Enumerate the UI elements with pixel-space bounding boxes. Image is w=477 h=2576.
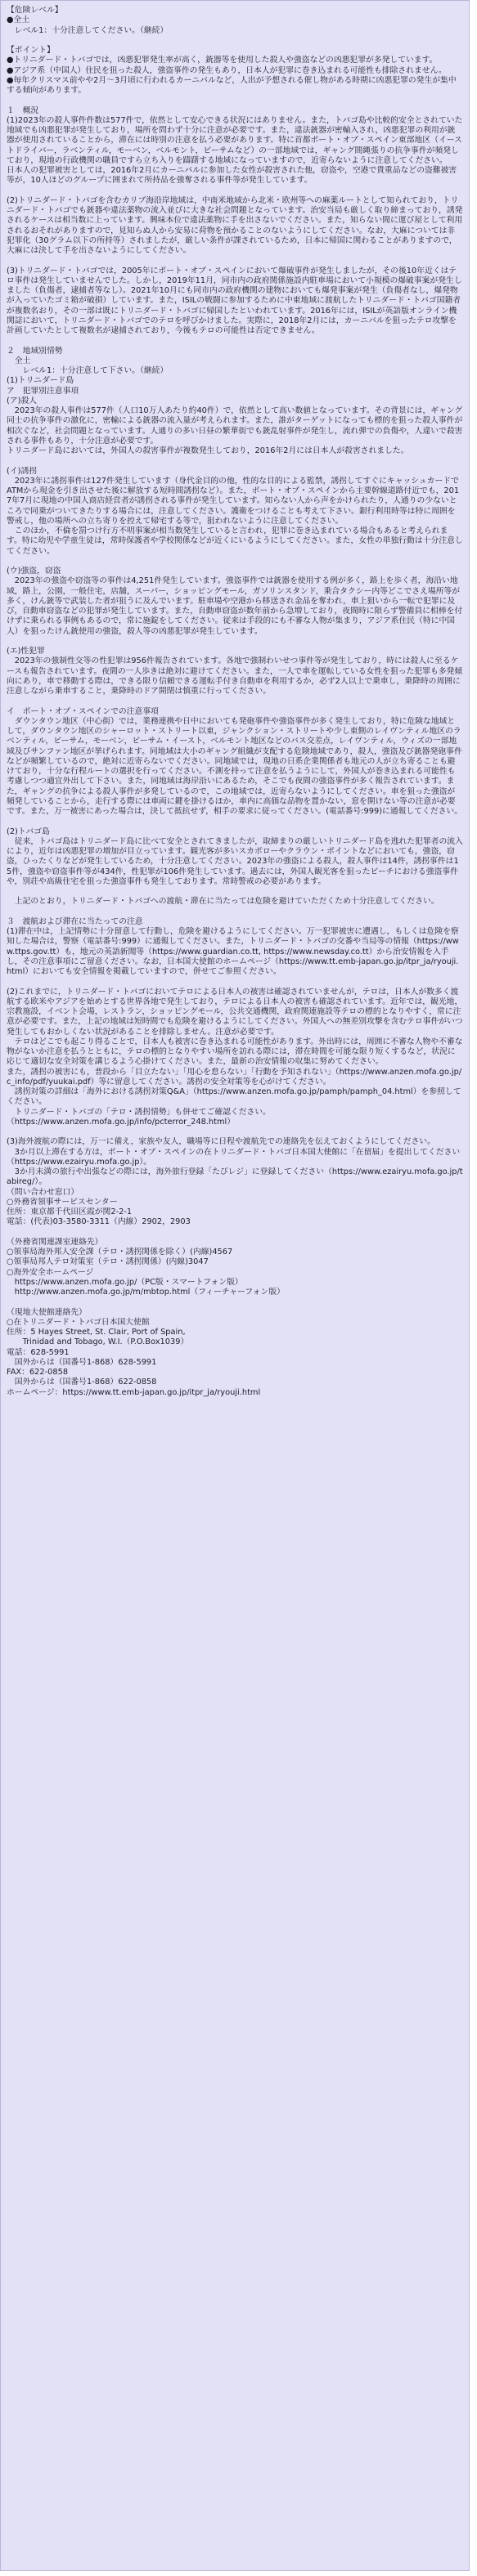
text-line: 2023年の殺人事件は577件（人口10万人あたり約40件）で，依然として高い数値となっています。その背景には，ギャング同士の抗争事件の激化に，密輸による銃器の流入量が考えられます。また，誰がターゲットになっても標的を狙った殺人事件が相次ぐなど，社会問題となっています。人通りの多い日昼の繁華街でも銃乱射事件が発生し，流れ弾での負傷や，人違いで殺害される事件もあり，十分注意が必要です。 xyxy=(7,406,463,446)
text-line: レベル1：十分注意してください。（継続） xyxy=(7,25,169,35)
text-line: 誘拐対策の詳細は「海外における誘拐対策Q&A」（https://www.anzen.mofa.go.jp/pamph/pamph_04.html）を参照してください。 xyxy=(7,1087,461,1107)
text-line: ○領事局邦人テロ対策室（テロ・誘拐関係）(内線)3047 xyxy=(7,1257,209,1267)
text-line: (ウ)強盗，窃盗 xyxy=(7,567,61,576)
text-line: （https://www.anzen.mofa.go.jp/info/pcterror_248.html） xyxy=(7,1117,236,1127)
blank-line xyxy=(7,1297,463,1307)
section-area-info xyxy=(7,347,463,917)
text-line: ２ 地域別情勢 xyxy=(7,346,63,356)
blank-line xyxy=(7,697,463,706)
text-line: ○在トリニダード・トバゴ日本国大使館 xyxy=(7,1317,150,1327)
text-line: (ア)殺人 xyxy=(7,396,38,405)
text-line: 国外からは（国番号1-868）622-0858 xyxy=(7,1378,157,1387)
text-line: (2)トバゴ島 xyxy=(7,827,50,836)
text-line: 国外からは（国番号1-868）628-5991 xyxy=(7,1357,157,1367)
section-points xyxy=(7,46,463,106)
text-line: (1)トリニダード島 xyxy=(7,376,74,386)
text-line: また，誘拐の被害にも，普段から「目立たない」「用心を怠らない」「行動を予知されない」（https://www.anzen.mofa.go.jp/c_info/pdf/yuukai.pdf）等に留意してください。誘拐の安全対策等を心がけてください。 xyxy=(7,1067,462,1086)
blank-line xyxy=(7,977,463,987)
text-line: ホームページ：https://www.tt.emb-japan.go.jp/itpr_ja/ryouji.html xyxy=(7,1387,261,1397)
blank-line xyxy=(7,456,463,466)
text-line: 2023年の強制性交等の性犯罪は956件報告されています。各地で強制わいせつ事件等が発生しており，時には殺人に至るケースも報告されています。夜間の一人歩きは絶対に避けてください。また，一人で車を運転している女性を狙った犯罪も多発傾向にあり，車で移動する際は，できる限り信頼できる運転手付き自動車を利用するか，必ず2人以上で乗車し，乗降時の周囲に注意しながら乗車すること，乗降時のドア開閉は慎重に行ってください。 xyxy=(7,656,463,696)
text-line: トリニダード・トバゴの「テロ・誘拐情勢」も併せてご確認ください。 xyxy=(7,1107,271,1117)
text-line: 住所：5 Hayes Street, St. Clair, Port of Spain, xyxy=(7,1328,186,1337)
text-line: (1)2023年の殺人事件件数は577件で，依然として安心できる状況にはありません。また，トバゴ島や比較的安全とされていた地域でも凶悪犯罪が発生しており，場所を問わず十分に注意が必要です。また，違法銃器が密輸入され，凶悪犯罪の利用が銃器が使用されていることから，滞在には時別の注意を払う必要があります。特に首都ポート・オブ・スペイン東部地区（イーストドライバー，ラベンティル，モーベン，ベルモント，ビーサムなど）の一部地域では，ギャング間縄張りの抗争事件が頻発しており，現地の行政機関の職員ですら立ち入りを躊躇する地域になっていますので，近寄らないように注意してください。 xyxy=(7,115,463,165)
section-embassy xyxy=(7,1308,463,1398)
text-line: 【ポイント】 xyxy=(7,46,55,55)
text-line: 2023年に誘拐事件は127件発生しています（身代金目的の他，性的な目的による監禁，誘拐してすぐにキャッシュカードでATMから現金を引き出させた後に解放する短時間誘拐など）。また，ポート・オブ・スペインから主要幹線道路付近でも，2017年7月に現地の中国人商店経営者が誘拐される事件が発生しています。知らない人から声をかけられたり，人通りの少ないところで同乗がついてきたりする場合には，注意してください。護衛をつけることも考えて下さい。銀行利用時等は特に周囲を警戒し，他の場所への立ち寄りを控えて帰宅する等で，狙われないように注意してください。 xyxy=(7,476,460,526)
text-line: ダウンタウン地区（中心街）では，業務連携や日中においても発砲事件や強盗事件が多く発生しており，特に危険な地域として，ダウンタウン地区のシャーロット・ストリート以東，ジャンクション・ストリートや少し東側のレイヴンティル地区のラベンティル，ビーサム，モーベン，ビーサム・イースト，ベルモント地区などのバス交差点，レイヴンティル，ウィズの一部地域及びサンファン地区が挙げられます。同地域は大小のギャング組織が支配する危険地域であり，殺人，強盗及び銃器発砲事件などが頻繁しているので，絶対に近寄らないでください。同地域では，現地の日系企業関係者も地元の人が立ち寄ることも避けており，十分な行程ルートの選択を行ってください。不測を持って注意を払うようにして，外国人が巻き込まれる可能性も考慮しつつ適宜外出して下さい。また，同地域は海岸沿いにあるため，そこでも夜間の強盗事件が多く報告されています。また，ギャングの抗争による殺人事件が多発しているので，この地域では，近寄らないようにしてください。車を狙った強盗が頻発していることから，走行する際には車両に鍵を掛けるほか，車内に高価な品物を置かない，窓を開けない等の注意が必要です。また，万一被害にあった場合は，決して抵抗せず，相手の要求に従ってください。(電話番号:999)に通報してください。 xyxy=(7,716,463,816)
blank-line xyxy=(7,817,463,827)
text-line: ア 犯罪別注意事項 xyxy=(7,386,79,396)
text-line: テロはどこでも起こり得ることで，日本人も被害に巻き込まれる可能性があります。外出時には，周囲に不審な人物や不審な物がないか注意を払うとともに，テロの標的となりやすい場所を訪れる際には，滞在時間を可能な限り短くするなど，状況に応じて適切な安全対策を講じるよう心掛けてください。また，最新の治安情報の収集に努めてください。 xyxy=(7,1037,463,1067)
blank-line xyxy=(7,96,463,105)
blank-line xyxy=(7,887,463,897)
section-precautions xyxy=(7,917,463,1308)
section-overview xyxy=(7,106,463,347)
text-line: ●アジア系（中国人）住民を狙った殺人，強盗事件の発生もあり，日本人が犯罪に巻き込まれる可能性も排除されません。 xyxy=(7,65,447,75)
section-risk-level xyxy=(7,6,463,46)
text-line: イ ポート・オブ・スペインでの注意事項 xyxy=(7,706,159,716)
text-line: 【危険レベル】 xyxy=(7,6,63,15)
text-line: 従来，トバゴ島はトリニダード島に比べて安全とされてきましたが，取締まりの厳しいトリニダード島を逃れた犯罪者の流入により，近年は凶悪犯罪の増加が目立っています。観光客が多いスカボローやクラウン・ポイントなどにおいても，強盗，窃盗，ひったくりなどが発生しているため，十分注意してください。2023年の強盗による殺人，殺人事件は14件，誘拐事件は15件，強盗や窃盗事件等が434件，性犯罪が106件発生しています。過去には，外国人観光客を狙ったビーチにおける強盗事件や，別荘や高級住宅を狙った強盗事件も発生しております。常時警戒の必要があります。 xyxy=(7,836,463,886)
text-line: (2)これまでに，トリニダード・トバゴにおいてテロによる日本人の被害は確認されていませんが，テロは，日本人が数多く渡航する欧米やアジアを始めとする世界各地で発生しており，テロによる日本人の被害も確認されています。近年では，観光地，宗教施設，イベント会場，レストラン，ショッピングモール，公共交通機関，政府関連施設等テロの標的となりやすく，常に注意が必要です。また，上記の地域は短時間でも危険を避けるようにしてください。外国人への無差別攻撃を含むテロ事件がいつ発生してもおかしくない状況があることを排除しません。注意が必要です。 xyxy=(7,987,463,1037)
blank-line xyxy=(7,1228,463,1238)
text-line: https://www.anzen.mofa.go.jp/（PC版・スマートフォン版） xyxy=(7,1277,243,1287)
text-line: 3か月以上滞在する方は，ポート・オブ・スペインの在トリニダード・トバゴ日本国大使館に「在留届」を提出してください（https://www.ezairyu.mofa.go.jp）。 xyxy=(7,1147,461,1167)
text-line: 上記のとおり，トリニダード・トバゴへの渡航・滞在に当たっては危険を避けていただくため十分注意してください。 xyxy=(7,897,439,907)
text-line: ３ 渡航および滞在に当たっての注意 xyxy=(7,916,143,926)
text-line: 電話：628-5991 xyxy=(7,1347,70,1357)
text-line: (3)海外渡航の際には，万一に備え，家族や友人，職場等に日程や渡航先での連絡先を伝えておくようにしてください。 xyxy=(7,1137,435,1147)
text-line: (イ)誘拐 xyxy=(7,466,38,476)
text-line: 電話：(代表)03-3580-3311（内線）2902，2903 xyxy=(7,1217,191,1227)
notice-body xyxy=(7,6,463,1398)
text-line: (エ)性犯罪 xyxy=(7,647,45,656)
text-line: 2023年の強盗や窃盗等の事件は4,251件発生しています。強盗事件では銃器を使用する例が多く，路上を歩く者，海沿い地域，路上，公園，一般住宅，店舗，スーパー，ショッピングモール，ガソリンスタンド，乗合タクシー内等どこでさえ場所等が多く，けん銃等で武装した者が狙うに及んでいます。駐車場や空港から移送され金品を奪われ，車上狙いから一転で犯罪に及び，自動車窃盗などの犯罪が発生しています。また，自動車窃盗が数年前から急増しており，夜間時に限らず警備員に相棒を付けずに乗られる事例もあるので，常に施錠をしてください。従来は手段的にも不審な人物が集まり，アジア系住民（特に中国人）を狙ったけん銃使用の強盗，殺人等の凶悪犯罪が発生しています。 xyxy=(7,576,463,636)
blank-line xyxy=(7,186,463,196)
blank-line xyxy=(7,256,463,266)
text-line: (1)滞在中は，上記情勢に十分留意して行動し，危険を避けるようにしてください。万一犯罪被害に遭遇し，もしくは危険を察知した場合は，警察（電話番号:999）に通報してください。また，トリニダード・トバゴの交番や当局等の情報（https://www.ttps.gov.tt）も，地元の英語新聞等（https://www.guardian.co.tt, https://www.newsday.co.tt）から治安情報を入手し，その注意事項にご留意ください。なお，日本国大使館のホームページ（https://www.tt.emb-japan.go.jp/itpr_ja/ryouji.html）においても安全情報を掲載していますので，併せてご参照ください。 xyxy=(7,927,459,976)
text-line: ●毎年クリスマス前やや2月～3月頃に行われるカーニバルなど，人出が予想される催し物がある時期に凶悪犯罪の発生が集中する傾向があります。 xyxy=(7,75,457,95)
text-line: （現地大使館連絡先） xyxy=(7,1307,87,1317)
text-line: 住所：東京都千代田区霞が関2-2-1 xyxy=(7,1207,133,1216)
text-line: トリニダード島においては，外国人の殺害事件が複数発生しており，2016年2月には日本人が殺害されました。 xyxy=(7,446,409,455)
text-line: http://www.anzen.mofa.go.jp/m/mbtop.html（フィーチャーフォン版） xyxy=(7,1288,285,1297)
blank-line xyxy=(7,907,463,917)
blank-line xyxy=(7,1127,463,1137)
text-line: （問い合わせ窓口） xyxy=(7,1187,79,1197)
text-line: FAX：622-0858 xyxy=(7,1368,69,1377)
text-line: レベル1：十分注意して下さい。（継続） xyxy=(7,366,169,375)
text-line: (3)トリニダード・トバゴでは，2005年にポート・オブ・スペインにおいて爆破事件が発生しましたが，その後10年近くはテロ事件は発生していませんでした。しかし，2019年11月，同市内の政府関係施設内駐車場において小規模の爆破事案が発生しました（負傷者，逮捕者等なし）。2021年10月にも同市内の政府機関の建物においても爆発事案が発生（負傷者なし，爆発物が入っていたゴミ箱が破損）しています。また，ISILの戦闘に参加するために中東地域に渡航したトリニダード・トバゴ国籍者が複数名おり，その一部は既にトリニダード・トバゴに帰国したといわれています。2016年には，ISILが英語版オンライン機関誌において，トリニダード・トバゴでのテロを呼びかけました。実際に，2018年2月には，カーニバルを狙ったテロ攻撃を計画していたとして複数名が逮捕されており，今後もテロの可能性は否定できません。 xyxy=(7,266,462,335)
blank-line xyxy=(7,637,463,647)
text-line: ○領事局海外邦人安全課（テロ・誘拐関係を除く）(内線)4567 xyxy=(7,1248,233,1257)
text-line: （外務省関連課室連絡先） xyxy=(7,1237,103,1247)
text-line: 全土 xyxy=(7,356,31,365)
blank-line xyxy=(7,36,463,46)
text-line: １ 概況 xyxy=(7,105,39,115)
blank-line xyxy=(7,336,463,346)
text-line: ○外務省領事サービスセンター xyxy=(7,1197,118,1207)
text-line: (2)トリニダード・トバゴを含むカリブ海沿岸地域は，中南米地域から北米・欧州等への麻薬ルートとして知られており，トリニダード・トバゴでも銃器や違法薬物の流入並びに大きな社会問題となっています。治安当局も厳しく取り締まっており，誘発されるケースは相当数に上っています。興味本位で違法薬物に手を出さないでください。また，知らない間に運び屋として利用されるおそれがありますので，見知らぬ人から安易に荷物を預かることのないようにしてください。なお，大麻については非犯罪化（30グラム以下の所持等）されましたが，厳しい条件が課されているため，日本に帰国に関わることがありますので，大麻には決して手を出さないようにしてください。 xyxy=(7,195,463,255)
blank-line xyxy=(7,557,463,567)
text-line: ●トリニダード・トバゴでは，凶悪犯罪発生率が高く，銃器等を使用した殺人や強盗などの凶悪犯罪が多発しています。 xyxy=(7,56,438,65)
text-line: 日本人の犯罪被害としては，2016年2月にカーニバルに参加した女性が殺害された他，窃盗や，空港で貴重品などの盗難被害等が，10人ほどのグループに囲まれて所持品を強奪される事件等が発生しています。 xyxy=(7,166,457,186)
text-line: このほか，不倫を罰つけ行方不明事案が相当数発生していると言われ，犯罪に巻き込まれている場合もあると考えられます。特に幼児や学童生徒は，常時保護者や学校関係などが近くにいるようにしてください。また，女性の単独行動は十分注意してください。 xyxy=(7,526,463,556)
text-line: 3か月未満の旅行や出張などの際には，海外旅行登録「たびレジ」に登録してください（https://www.ezairyu.mofa.go.jp/tabireg/）。 xyxy=(7,1167,463,1187)
text-line: Trinidad and Tobago, W.I.（P.O.Box1039） xyxy=(7,1337,189,1347)
text-line: ○海外安全ホームページ xyxy=(7,1267,94,1277)
text-line: ●全土 xyxy=(7,16,30,25)
